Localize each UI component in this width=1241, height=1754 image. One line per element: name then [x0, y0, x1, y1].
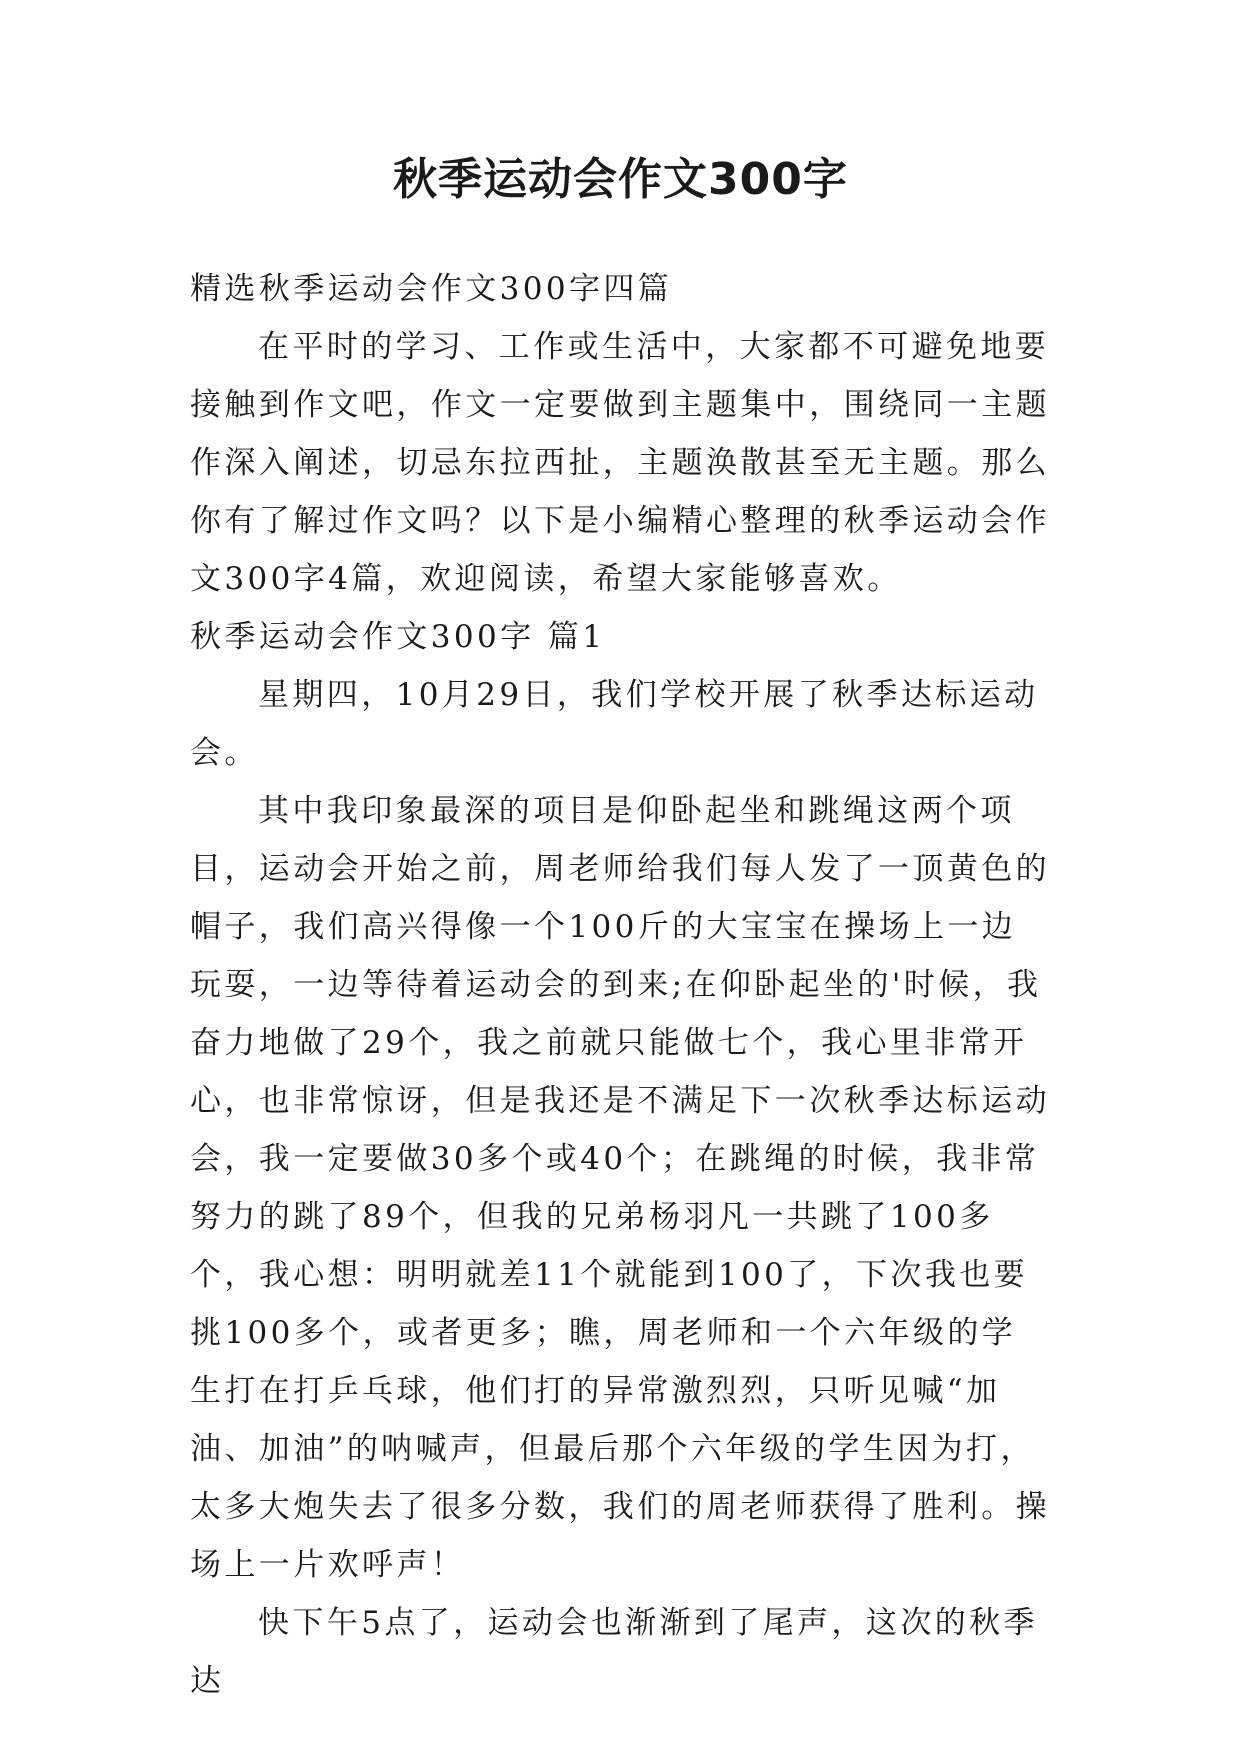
page-title: 秋季运动会作文300字	[393, 154, 848, 205]
body-paragraph: 快下午5点了，运动会也渐渐到了尾声，这次的秋季达	[190, 1605, 1038, 1699]
document-body	[190, 260, 1050, 1710]
document-subtitle: 精选秋季运动会作文300字四篇	[190, 271, 673, 307]
section-heading: 秋季运动会作文300字 篇1	[190, 619, 606, 655]
intro-paragraph: 在平时的学习、工作或生活中，大家都不可避免地要接触到作文吧，作文一定要做到主题集中，围绕同一主题作深入阐述，切忌东拉西扯，主题涣散甚至无主题。那么你有了解过作文吗？以下是小编精心整理的秋季运动会作文300字4篇，欢迎阅读，希望大家能够喜欢。	[190, 329, 1050, 597]
body-paragraph: 其中我印象最深的项目是仰卧起坐和跳绳这两个项目，运动会开始之前，周老师给我们每人发了一顶黄色的帽子，我们高兴得像一个100斤的大宝宝在操场上一边玩耍，一边等待着运动会的到来;在仰卧起坐的'时候，我奋力地做了29个，我之前就只能做七个，我心里非常开心，也非常惊讶，但是我还是不满足下一次秋季达标运动会，我一定要做30多个或40个；在跳绳的时候，我非常努力的跳了89个，但我的兄弟杨羽凡一共跳了100多个，我心想：明明就差11个就能到100了，下次我也要挑100多个，或者更多；瞧，周老师和一个六年级的学生打在打乒乓球，他们打的异常激烈烈，只听见喊“加油、加油”的呐喊声，但最后那个六年级的学生因为打，太多大炮失去了很多分数，我们的周老师获得了胜利。操场上一片欢呼声！	[190, 793, 1050, 1583]
body-paragraph: 星期四，10月29日，我们学校开展了秋季达标运动会。	[190, 677, 1039, 771]
